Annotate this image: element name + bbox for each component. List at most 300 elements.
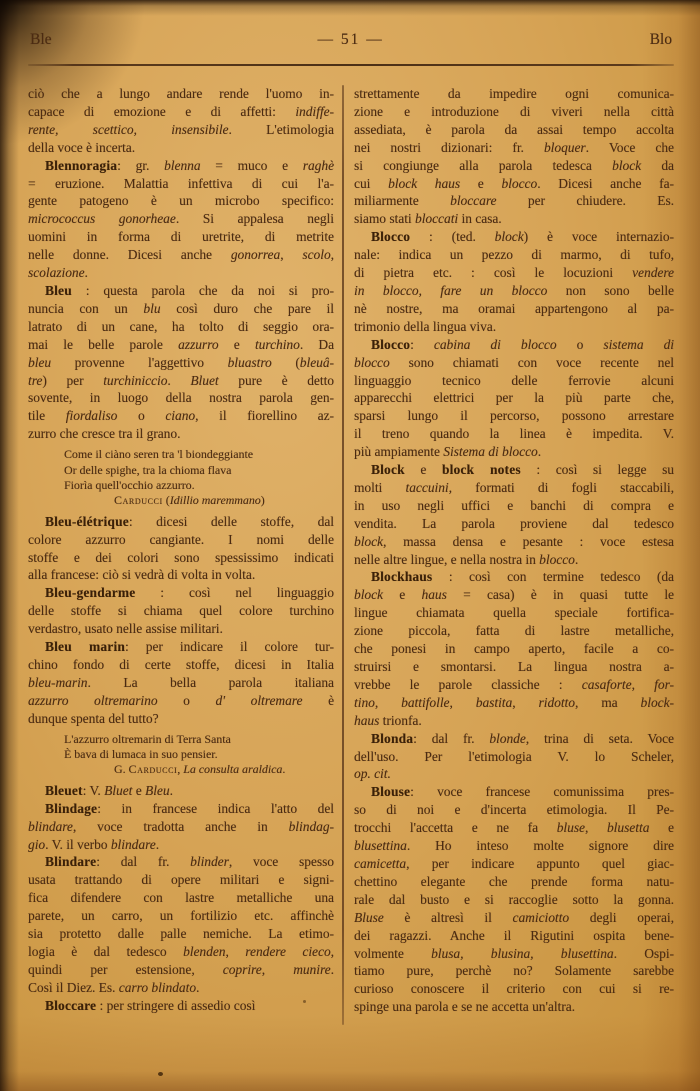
text-line bbox=[354, 425, 674, 443]
text-segment: Bloccare bbox=[45, 997, 97, 1013]
text-segment: : per indicare il colore tur- bbox=[125, 639, 334, 655]
text-segment: o bbox=[117, 408, 166, 424]
text-segment: Bleu bbox=[45, 282, 72, 298]
text-segment: tre bbox=[28, 372, 43, 388]
text-line bbox=[28, 907, 334, 925]
text-segment: vrebbe le parole classiche : bbox=[354, 676, 582, 692]
text-line bbox=[28, 889, 334, 907]
text-segment: cui bbox=[354, 175, 389, 191]
text-segment: trionfa. bbox=[379, 712, 422, 728]
text-line bbox=[28, 549, 334, 567]
text-segment: gente patogeno è un microbo specifico: bbox=[28, 193, 334, 209]
verse-line: Fiorìa quell'occhio azzurro. bbox=[64, 477, 195, 492]
text-line bbox=[354, 568, 674, 586]
text-segment: taccuini, bbox=[405, 479, 452, 495]
text-segment: Bluet bbox=[104, 782, 133, 798]
text-segment: blenden bbox=[183, 944, 226, 959]
dictionary-entry bbox=[354, 783, 674, 1016]
left-column bbox=[28, 85, 334, 1025]
text-segment: trocchi l'accetta e ne fa bbox=[354, 820, 557, 836]
text-line bbox=[354, 282, 674, 300]
verse-attribution bbox=[114, 493, 334, 508]
text-segment: usata trattando di opere militari e signi- bbox=[28, 872, 334, 888]
text-segment: , il fiorellino az- bbox=[195, 408, 335, 424]
text-segment: degli operai, bbox=[569, 909, 674, 925]
text-line bbox=[28, 638, 334, 656]
text-segment: . Voce che bbox=[585, 139, 674, 155]
text-line bbox=[28, 997, 334, 1015]
text-segment: raghè bbox=[302, 157, 335, 173]
text-segment: nè nostre, ma oramai appartengono al pa- bbox=[354, 300, 674, 316]
text-line bbox=[354, 85, 674, 103]
text-segment: : V. bbox=[82, 782, 105, 798]
text-segment: Blouse bbox=[371, 784, 411, 800]
text-segment: bleu-marin bbox=[28, 674, 88, 690]
text-line bbox=[28, 656, 334, 674]
text-segment: , bbox=[280, 247, 303, 263]
text-line bbox=[354, 676, 674, 694]
text-segment: . bbox=[574, 551, 579, 567]
text-line bbox=[354, 264, 674, 282]
text-segment: zurro che cresce tra il grano. bbox=[28, 426, 181, 442]
text-line bbox=[354, 157, 674, 175]
text-line bbox=[354, 139, 674, 157]
text-segment: nale: indica un pezzo di marmo, di tufo, bbox=[354, 247, 674, 263]
text-segment: siamo stati bbox=[354, 211, 415, 227]
text-segment: Bluse bbox=[354, 909, 384, 925]
text-segment: : gr. bbox=[117, 157, 165, 173]
text-segment: dunque spenta del tutto? bbox=[28, 710, 159, 726]
text-segment: blusa, blusina, blusettina bbox=[431, 945, 614, 961]
text-segment: bloccare bbox=[450, 193, 497, 209]
text-line bbox=[28, 192, 334, 210]
text-segment: e bbox=[132, 782, 146, 798]
dictionary-entry bbox=[28, 513, 334, 585]
text-segment: che ponesi in campo aperto, facile a co- bbox=[354, 641, 674, 657]
text-line bbox=[354, 998, 674, 1016]
paragraph bbox=[28, 85, 334, 157]
text-segment: , bbox=[261, 961, 294, 977]
text-line bbox=[354, 640, 674, 658]
text-line bbox=[354, 479, 674, 497]
text-line bbox=[28, 961, 334, 979]
text-segment: bleu bbox=[28, 354, 52, 370]
text-line bbox=[354, 909, 674, 927]
text-segment: capace di emozione e di affetti: bbox=[28, 103, 296, 119]
text-segment: nelle altre lingue, e nella nostra in bbox=[354, 551, 540, 567]
text-line bbox=[28, 210, 334, 228]
text-line bbox=[28, 871, 334, 889]
text-segment: = eruzione. Malattia infettiva di cui l'a- bbox=[28, 175, 334, 191]
text-line bbox=[354, 318, 674, 336]
text-segment: azzurro oltremarino bbox=[28, 692, 158, 708]
dictionary-entry bbox=[354, 336, 674, 461]
text-segment: ) bbox=[260, 493, 265, 508]
text-line bbox=[28, 139, 334, 157]
text-segment: tiamo pure, perchè no? Solamente sarebbe bbox=[354, 963, 674, 979]
text-segment: curioso conoscere il criterio con cui si re- bbox=[354, 981, 674, 997]
text-line bbox=[28, 121, 334, 139]
verse-attribution bbox=[114, 762, 334, 777]
text-segment: ( bbox=[271, 354, 300, 370]
paragraph bbox=[354, 85, 674, 228]
text-segment: Idillio maremmano bbox=[169, 493, 261, 508]
text-segment: , bbox=[225, 944, 246, 959]
text-segment: nuncia con un bbox=[28, 300, 144, 316]
text-segment: azzurro bbox=[178, 336, 219, 352]
text-segment: . Ho inteso molte signore dire bbox=[406, 838, 674, 854]
text-segment: . bbox=[537, 444, 542, 460]
text-line bbox=[354, 801, 674, 819]
text-line bbox=[354, 103, 674, 121]
text-line bbox=[28, 354, 334, 372]
text-segment: . bbox=[282, 762, 286, 777]
text-line bbox=[28, 103, 334, 121]
text-segment: : dicesi delle stoffe, dal bbox=[128, 513, 334, 529]
text-segment: sono chiamati con voce recente nel bbox=[389, 354, 674, 370]
text-segment: : dal fr. bbox=[96, 854, 191, 870]
text-line bbox=[28, 318, 334, 336]
text-segment: bastita bbox=[475, 694, 513, 710]
text-segment: ridotto bbox=[538, 694, 575, 710]
text-segment: in blocco, fare un blocco bbox=[354, 282, 548, 298]
text-line bbox=[28, 836, 334, 854]
text-segment: Blocco bbox=[371, 229, 411, 245]
text-segment: = casa) è in quasi tutte le bbox=[446, 587, 675, 603]
text-segment: : dal fr. bbox=[413, 730, 490, 746]
text-segment: . L'etimologia bbox=[228, 121, 334, 137]
text-line bbox=[28, 425, 334, 443]
text-line bbox=[354, 891, 674, 909]
text-line bbox=[354, 443, 674, 461]
dictionary-entry bbox=[354, 730, 674, 784]
text-segment: blonde bbox=[489, 730, 526, 746]
text-line bbox=[354, 515, 674, 533]
header-rule bbox=[28, 64, 674, 66]
text-line bbox=[354, 604, 674, 622]
text-line bbox=[354, 980, 674, 998]
text-segment: scolo bbox=[302, 247, 331, 263]
header-catchword-right: Blo bbox=[649, 31, 672, 48]
text-segment: blocco bbox=[539, 551, 575, 567]
text-segment: tile bbox=[28, 408, 66, 424]
text-segment: : in francese indica l'atto del bbox=[97, 800, 334, 816]
text-segment: , bbox=[177, 762, 184, 777]
text-segment: vendita. La parola proviene dal tedesco bbox=[354, 515, 674, 531]
text-line bbox=[28, 674, 334, 692]
text-segment: lingue chiamata quella speciale fortifica- bbox=[354, 605, 674, 621]
dictionary-entry bbox=[354, 568, 674, 729]
text-line bbox=[354, 192, 674, 210]
header-catchword-left: Ble bbox=[30, 31, 52, 48]
text-segment: della voce è incerta. bbox=[28, 139, 136, 155]
text-segment: il treno quando la linea è impedita. V. bbox=[354, 426, 674, 442]
text-line bbox=[28, 943, 334, 961]
dictionary-entry bbox=[28, 157, 334, 282]
text-segment: gonorrea bbox=[230, 247, 281, 263]
text-line bbox=[28, 282, 334, 300]
text-segment: delle stoffe si chiama quel colore turchino bbox=[28, 603, 334, 619]
text-segment: carro blindato bbox=[118, 979, 197, 995]
text-segment: e bbox=[649, 820, 674, 836]
text-segment: , ma bbox=[574, 694, 641, 710]
text-segment: camiciotto bbox=[512, 909, 570, 925]
text-line bbox=[28, 584, 334, 602]
verse-quote bbox=[64, 447, 334, 509]
verse-line: L'azzurro oltremarin di Terra Santa bbox=[64, 731, 231, 746]
text-line bbox=[28, 228, 334, 246]
text-line bbox=[354, 210, 674, 228]
text-segment: pure è detto bbox=[218, 372, 334, 388]
text-line bbox=[354, 873, 674, 891]
text-line bbox=[354, 246, 674, 264]
text-segment: blindare bbox=[110, 836, 156, 852]
text-line bbox=[28, 620, 334, 638]
text-line bbox=[354, 354, 674, 372]
text-segment: bluse bbox=[556, 820, 585, 836]
text-segment: blocco bbox=[354, 354, 390, 370]
text-line bbox=[354, 533, 674, 551]
text-segment: , bbox=[512, 694, 539, 710]
text-line bbox=[354, 694, 674, 712]
text-line bbox=[28, 925, 334, 943]
verse-line: È bava di lumaca in suo pensier. bbox=[64, 747, 218, 762]
text-line bbox=[28, 692, 334, 710]
text-segment: sovente, in luogo della nostra parola gen- bbox=[28, 390, 334, 406]
text-segment: provenne l'aggettivo bbox=[51, 354, 228, 370]
text-line bbox=[28, 531, 334, 549]
text-segment: block bbox=[354, 533, 383, 549]
dictionary-entry bbox=[354, 228, 674, 335]
text-segment: ) per bbox=[42, 372, 104, 388]
text-segment: Blennoragia bbox=[45, 157, 118, 173]
text-segment: struirsi e smontarsi. La lingua nostra a- bbox=[354, 659, 674, 674]
dictionary-entry bbox=[354, 461, 674, 568]
text-line bbox=[354, 175, 674, 193]
dictionary-entry bbox=[28, 853, 334, 996]
text-line bbox=[28, 818, 334, 836]
text-segment: micrococcus gonorheae bbox=[28, 211, 176, 227]
right-column bbox=[354, 85, 674, 1025]
text-segment: . La bella parola italiana bbox=[87, 674, 334, 690]
text-line bbox=[354, 389, 674, 407]
text-segment: Blindare bbox=[45, 854, 97, 870]
verse-line: Come il ciàno seren tra 'l biondeggiante bbox=[64, 447, 254, 462]
text-line bbox=[28, 782, 334, 800]
text-line bbox=[28, 602, 334, 620]
text-segment: volmente bbox=[354, 945, 432, 961]
text-segment: fica difendere con lastre metalliche una bbox=[28, 890, 334, 906]
text-segment: . bbox=[155, 836, 160, 852]
text-line bbox=[354, 551, 674, 569]
dictionary-entry bbox=[28, 638, 334, 728]
dictionary-entry bbox=[28, 782, 334, 800]
text-segment: ( bbox=[162, 493, 170, 508]
text-segment: so di noi e d'incerta etimologia. Il Pe- bbox=[354, 802, 674, 818]
text-segment: verdastro, usato nelle assise militari. bbox=[28, 621, 223, 637]
text-segment: : voce francese comunissima pres- bbox=[410, 784, 674, 800]
text-segment: camicetta bbox=[354, 855, 407, 871]
text-segment: bloccati bbox=[415, 211, 459, 227]
text-segment: Blocco bbox=[371, 336, 411, 352]
text-segment: for- bbox=[654, 676, 674, 692]
text-segment: Bleu marin bbox=[45, 639, 126, 655]
text-segment: dei ragazzi. Anche il Rigutini ospita bene- bbox=[354, 927, 674, 943]
text-segment: sia protetto dalle palle nemiche. La etimo- bbox=[28, 926, 334, 942]
text-segment: : per stringere di assedio così bbox=[96, 997, 256, 1013]
text-segment: per chiudere. Es. bbox=[496, 193, 675, 209]
page-header bbox=[30, 31, 672, 49]
text-segment: così duro che pare il bbox=[160, 300, 335, 316]
text-segment: colore azzurro cangiante. I nomi delle bbox=[28, 531, 334, 547]
text-segment: chettino elegante che prende forma natu- bbox=[354, 873, 674, 889]
text-line bbox=[354, 712, 674, 730]
text-segment: . bbox=[196, 979, 200, 995]
text-segment: alla francese: ciò si vedrà di volta in volta. bbox=[28, 567, 256, 583]
text-segment: scolazione bbox=[28, 265, 85, 281]
text-segment: chino fondo di certe stoffe, dicesi in Italia bbox=[28, 657, 334, 672]
text-segment: è bbox=[302, 692, 335, 708]
text-segment: , bbox=[584, 820, 607, 836]
text-segment: casaforte bbox=[581, 676, 632, 692]
text-segment: Carducci bbox=[114, 493, 163, 508]
text-line bbox=[354, 658, 674, 676]
text-line bbox=[28, 372, 334, 390]
text-segment: di pietra etc. : così le locuzioni bbox=[354, 265, 633, 281]
text-segment: o bbox=[556, 336, 604, 352]
text-line bbox=[28, 800, 334, 818]
text-segment: : questa parola che da noi si pro- bbox=[71, 282, 334, 298]
text-segment: o bbox=[157, 692, 216, 708]
text-segment: più ampiamente bbox=[354, 444, 444, 460]
text-segment: vendere bbox=[632, 265, 674, 281]
text-line bbox=[28, 85, 334, 103]
text-line bbox=[28, 264, 334, 282]
text-segment: blinder bbox=[190, 854, 229, 870]
text-line bbox=[28, 853, 334, 871]
text-segment: , bbox=[330, 944, 334, 959]
text-line bbox=[28, 175, 334, 193]
column-divider-rule bbox=[342, 85, 344, 1025]
text-segment: in uso negli uffici e banchi di compra e bbox=[354, 497, 674, 513]
text-segment: quindi per estensione, bbox=[28, 961, 223, 977]
text-segment: : così si legge su bbox=[520, 462, 675, 478]
text-segment: bloquer bbox=[543, 139, 586, 155]
text-segment: mai le belle parole bbox=[28, 336, 179, 352]
text-line bbox=[28, 710, 334, 728]
text-segment: . bbox=[167, 372, 191, 388]
text-columns bbox=[28, 85, 674, 1025]
text-segment: block bbox=[612, 157, 642, 173]
text-segment: blusetta bbox=[606, 820, 650, 836]
text-segment: : (ted. bbox=[410, 229, 495, 245]
text-segment: è altresì il bbox=[383, 909, 513, 925]
text-segment: rendere cieco bbox=[245, 944, 331, 959]
text-segment: . bbox=[169, 782, 173, 798]
verse-line: Or delle spighe, tra la chioma flava bbox=[64, 462, 232, 477]
text-segment: miliarmente bbox=[354, 193, 451, 209]
text-line bbox=[28, 389, 334, 407]
dictionary-entry bbox=[28, 800, 334, 854]
text-segment: block haus bbox=[388, 175, 461, 191]
dictionary-entry bbox=[28, 584, 334, 638]
text-line bbox=[354, 927, 674, 945]
text-segment: dell'uso. Per l'etimologia V. lo Scheler, bbox=[354, 748, 674, 764]
text-segment: Sistema di blocco bbox=[443, 444, 538, 460]
text-line bbox=[354, 748, 674, 766]
text-segment: , bbox=[631, 676, 655, 692]
text-segment: : così con termine tedesco (da bbox=[432, 569, 674, 585]
text-segment: , voce tradotta anche in bbox=[72, 818, 289, 834]
page-number: — 51 — bbox=[317, 31, 384, 48]
text-segment: blindare bbox=[28, 818, 73, 834]
text-segment: e bbox=[404, 462, 442, 478]
text-segment: trimonio della lingua viva. bbox=[354, 318, 497, 334]
text-segment: spinge una parola e se ne accetta un'altra. bbox=[354, 999, 576, 1015]
text-line bbox=[28, 246, 334, 264]
text-segment: , bbox=[374, 694, 402, 710]
text-line bbox=[28, 513, 334, 531]
text-segment: formati di fogli staccabili, bbox=[452, 479, 674, 495]
text-segment: . Dicesi anche fa- bbox=[537, 175, 674, 191]
text-segment: zione e introduzione di viveri nella città bbox=[354, 103, 674, 119]
text-segment: Bleuet bbox=[45, 782, 83, 798]
text-segment: block bbox=[354, 587, 383, 603]
text-segment: Carducci bbox=[128, 762, 178, 777]
text-line bbox=[354, 586, 674, 604]
text-segment: turchiniccio bbox=[103, 372, 168, 388]
text-line bbox=[354, 819, 674, 837]
text-segment: coprire bbox=[222, 961, 262, 977]
text-line bbox=[354, 837, 674, 855]
text-segment: ) è voce internazio- bbox=[523, 229, 674, 245]
text-segment: : bbox=[410, 336, 434, 352]
text-segment: molti bbox=[354, 479, 406, 495]
text-segment: op. cit. bbox=[354, 766, 391, 782]
verse-quote bbox=[64, 732, 334, 778]
text-segment: linguaggio tecnico delle ferrovie alcuni bbox=[354, 372, 674, 388]
text-segment: block notes bbox=[441, 462, 521, 478]
dictionary-entry bbox=[28, 282, 334, 443]
text-segment: e bbox=[218, 336, 255, 352]
text-line bbox=[354, 765, 674, 783]
text-line bbox=[354, 730, 674, 748]
text-line bbox=[28, 407, 334, 425]
text-line bbox=[354, 962, 674, 980]
text-segment: Bleu-élétrique bbox=[45, 513, 129, 529]
dictionary-entry bbox=[28, 997, 334, 1015]
text-line bbox=[354, 372, 674, 390]
text-line bbox=[354, 945, 674, 963]
text-segment: tino bbox=[354, 694, 375, 710]
text-segment: , massa densa e pesante : voce estesa bbox=[383, 533, 674, 549]
text-line bbox=[354, 336, 674, 354]
text-segment: sparsi lungo il percorso, possono arrestare bbox=[354, 408, 674, 424]
text-segment: in casa. bbox=[458, 211, 502, 227]
text-segment: . bbox=[84, 265, 88, 281]
text-segment: , voce spesso bbox=[228, 854, 334, 870]
text-line bbox=[354, 855, 674, 873]
text-segment: blocco bbox=[501, 175, 538, 191]
text-segment: block bbox=[494, 229, 524, 245]
text-segment: haus bbox=[421, 587, 447, 603]
text-segment: block- bbox=[640, 694, 675, 710]
text-line bbox=[354, 407, 674, 425]
text-segment: Bleu-gendarme bbox=[45, 585, 136, 601]
text-segment: blusettina bbox=[354, 838, 407, 854]
ink-speck bbox=[158, 1072, 163, 1076]
text-segment: logia è dal tedesco bbox=[28, 944, 184, 959]
